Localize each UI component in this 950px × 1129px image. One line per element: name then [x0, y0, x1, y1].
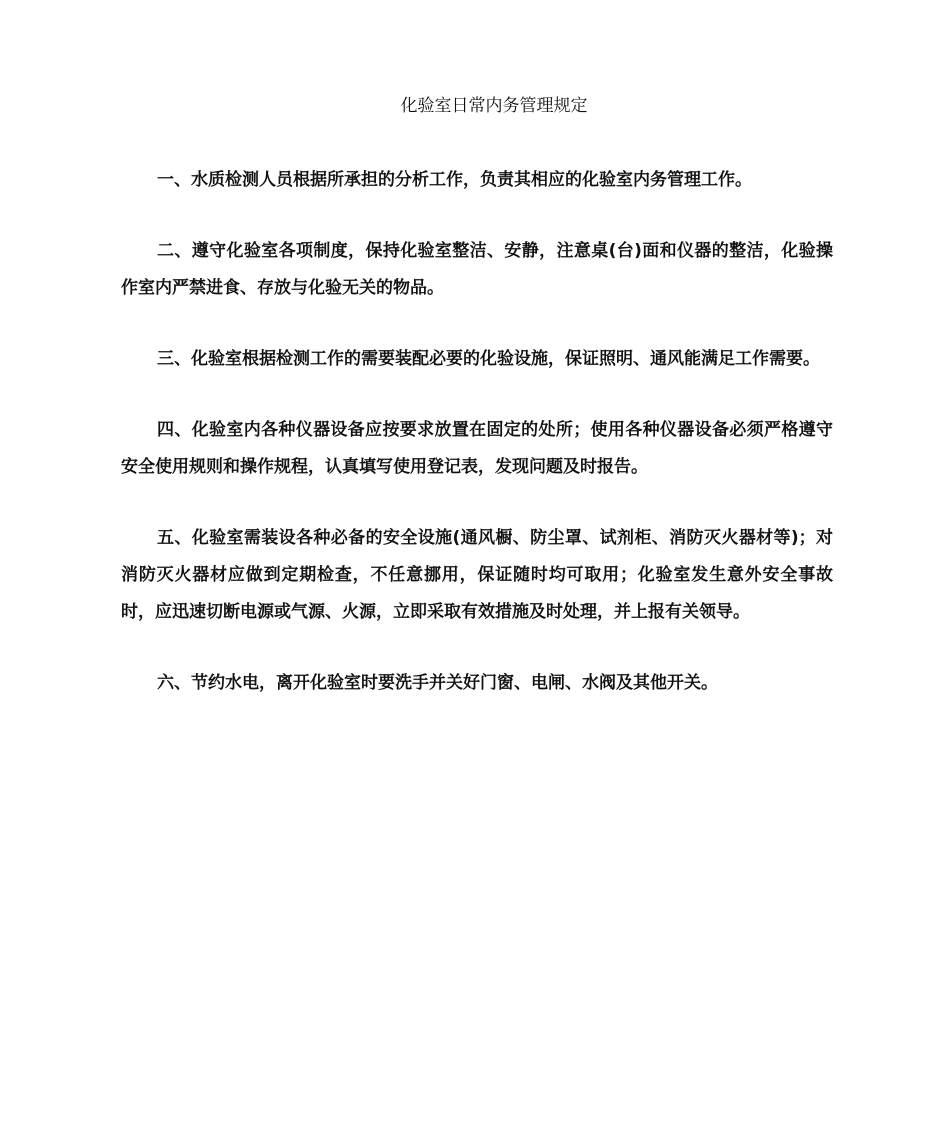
rule-item-3: 三、化验室根据检测工作的需要装配必要的化验设施，保证照明、通风能满足工作需要。	[157, 349, 820, 369]
rules-list	[121, 162, 833, 736]
rule-item-5: 五、化验室需装设各种必备的安全设施(通风橱、防尘罩、试剂柜、消防灭火器材等)；对消防灭火器材应做到定期检查，不任意挪用，保证随时均可取用；化验室发生意外安全事故时，应迅速切断电源或气源、火源，立即采取有效措施及时处理，并上报有关领导。	[121, 528, 833, 622]
rule-item-2: 二、遵守化验室各项制度，保持化验室整洁、安静，注意桌(台)面和仪器的整洁，化验操作室内严禁进食、存放与化验无关的物品。	[121, 241, 833, 298]
rule-item-6: 六、节约水电，离开化验室时要洗手并关好门窗、电闸、水阀及其他开关。	[157, 673, 718, 693]
rule-item-1: 一、水质检测人员根据所承担的分析工作，负责其相应的化验室内务管理工作。	[157, 170, 752, 190]
rule-item-4: 四、化验室内各种仪器设备应按要求放置在固定的处所；使用各种仪器设备必须严格遵守安全使用规则和操作规程，认真填写使用登记表，发现问题及时报告。	[121, 420, 833, 477]
document-title: 化验室日常内务管理规定	[400, 96, 588, 116]
